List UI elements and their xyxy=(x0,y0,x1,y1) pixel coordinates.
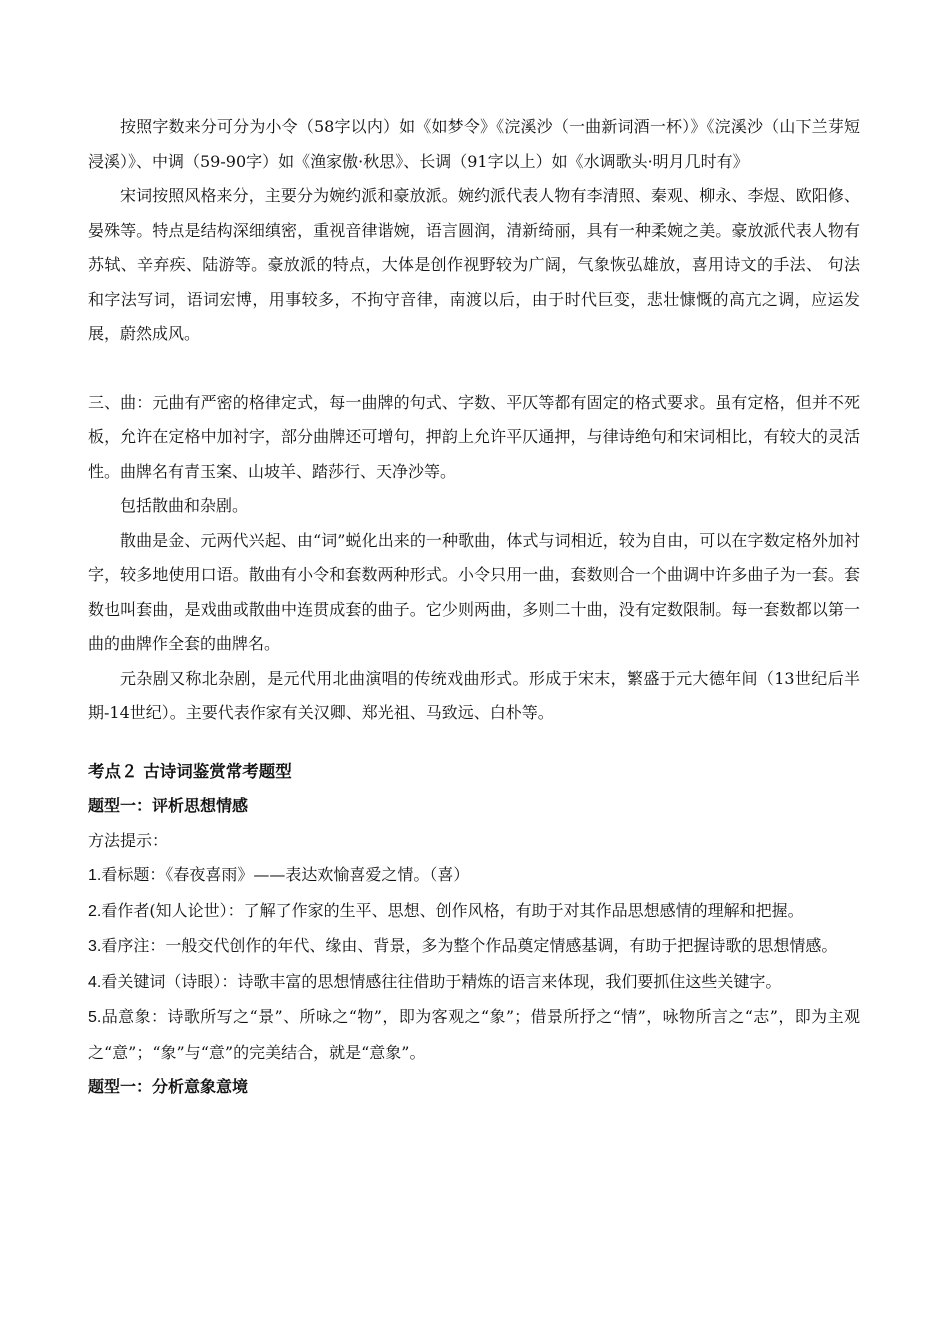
paragraph-ci-style: 宋词按照风格来分，主要分为婉约派和豪放派。婉约派代表人物有李清照、秦观、柳永、李煜、欧阳修、晏殊等。特点是结构深细缜密，重视音律谐婉，语言圆润，清新绮丽，具有一种柔婉之美。豪放派代表人物有苏轼、辛弃疾、陆游等。豪放派的特点，大体是创作视野较为广阔，气象恢弘雄放，喜用诗文的手法、 句法和字法写词，语词宏博，用事较多，不拘守音律，南渡以后，由于时代巨变，悲壮慷慨的高亢之调，应运发展，蔚然成风。 xyxy=(88,186,860,343)
method-item xyxy=(88,1000,860,1070)
method-item xyxy=(88,965,860,1001)
method-item xyxy=(88,929,860,965)
item-number: 1. xyxy=(88,867,102,884)
paragraph-sanqu: 散曲是金、元两代兴起、由“词”蜕化出来的一种歌曲，体式与词相近，较为自由，可以在字数定格外加衬字，较多地使用口语。散曲有小令和套数两种形式。小令只用一曲，套数则合一个曲调中许多曲子为一套。套数也叫套曲，是戏曲或散曲中连贯成套的曲子。它少则两曲，多则二十曲，没有定数限制。每一套数都以第一曲的曲牌作全套的曲牌名。 xyxy=(88,530,860,653)
spacer xyxy=(88,731,860,755)
item-number: 3. xyxy=(88,938,102,955)
item-text: 看标题：《春夜喜雨》——表达欢愉喜爱之情。（喜） xyxy=(101,865,470,884)
question-type-title: 题型一：评析思想情感 xyxy=(88,796,249,815)
spacer xyxy=(88,352,860,386)
item-text: 看序注：一般交代创作的年代、缘由、背景，多为整个作品奠定情感基调，有助于把握诗歌的思想情感。 xyxy=(101,936,838,955)
item-number: 5. xyxy=(88,1009,102,1026)
paragraph-qu-types: 包括散曲和杂剧。 xyxy=(120,496,249,515)
question-type-title: 题型一：分析意象意境 xyxy=(88,1077,249,1096)
section-title: 考点２ 古诗词鉴赏常考题型 xyxy=(88,761,292,781)
item-number: 4. xyxy=(88,973,102,991)
method-label: 方法提示： xyxy=(88,830,169,850)
page-content xyxy=(88,110,860,1105)
method-item xyxy=(88,858,860,894)
item-number: 2. xyxy=(88,902,102,920)
item-text: 看关键词（诗眼）：诗歌丰富的思想情感往往借助于精炼的语言来体现，我们要抓住这些关键字。 xyxy=(101,971,782,991)
item-text: 看作者(知人论世）：了解了作家的生平、思想、创作风格，有助于对其作品思想感情的理解和把握。 xyxy=(101,900,804,920)
paragraph-zaju: 元杂剧又称北杂剧，是元代用北曲演唱的传统戏曲形式。形成于宋末，繁盛于元大德年间（13世纪后半期-14世纪）。主要代表作家有关汉卿、郑光祖、马致远、白朴等。 xyxy=(88,668,860,722)
method-item xyxy=(88,894,860,930)
paragraph-qu-intro: 三、曲：元曲有严密的格律定式，每一曲牌的句式、字数、平仄等都有固定的格式要求。虽有定格，但并不死板，允许在定格中加衬字，部分曲牌还可增句，押韵上允许平仄通押，与律诗绝句和宋词相比，有较大的灵活性。曲牌名有青玉案、山坡羊、踏莎行、天净沙等。 xyxy=(88,392,860,481)
paragraph-ci-length: 按照字数来分可分为小令（58字以内）如《如梦令》《浣溪沙（一曲新词酒一杯）》《浣溪沙（山下兰芽短浸溪）》、中调（59-90字）如《渔家傲·秋思》、长调（91字以上）如《水调歌头·明月几时有》 xyxy=(88,117,860,171)
item-text: 品意象：诗歌所写之“景”、所咏之“物”，即为客观之“象”；借景所抒之“情”，咏物所言之“志”，即为主观之“意”；“象”与“意”的完美结合，就是“意象”。 xyxy=(88,1007,860,1062)
